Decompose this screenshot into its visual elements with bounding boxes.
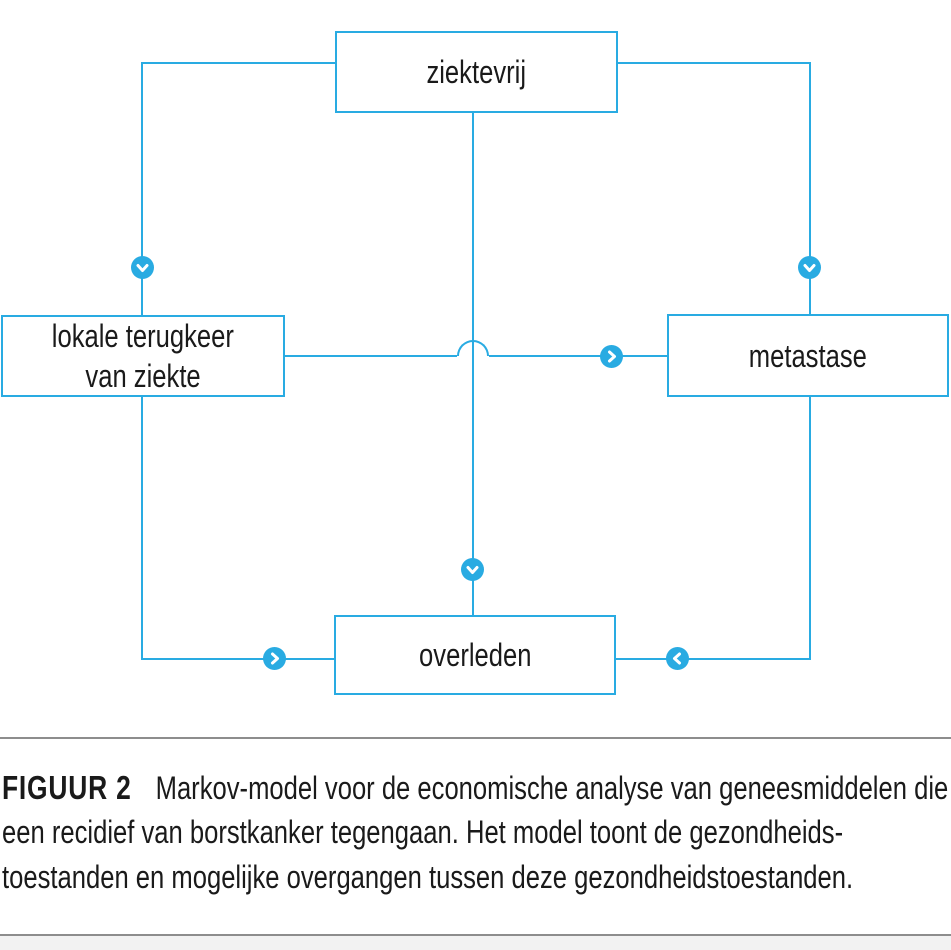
edge-middle-horizontal-left <box>285 355 457 357</box>
node-lokale-terugkeer-van-ziekte <box>1 315 285 397</box>
chevron-down-icon <box>131 256 154 279</box>
figure-number-label: FIGUUR 2 <box>2 769 132 806</box>
node-ziektevrij <box>335 31 618 113</box>
node-overleden <box>334 615 616 695</box>
chevron-down-icon <box>461 558 484 581</box>
figure-caption <box>2 765 951 900</box>
chevron-right-icon <box>263 647 286 670</box>
node-label: overleden <box>418 637 532 673</box>
edge-center-vertical <box>472 113 474 615</box>
node-metastase <box>667 314 949 397</box>
caption-text-3: toestanden en mogelijke overgangen tussen deze gezondheidstoestanden. <box>2 859 854 895</box>
caption-line-2 <box>2 810 951 855</box>
caption-text-1: Markov-model voor de economische analyse van geneesmiddelen die <box>155 770 949 806</box>
edge-middle-horizontal-right <box>489 355 667 357</box>
caption-text-2: een recidief van borstkanker tegengaan. Het model toont de gezondheids- <box>2 814 844 850</box>
edge-right-lower-vertical <box>809 397 811 660</box>
divider-top <box>0 737 951 739</box>
edge-bottom-left-horizontal <box>141 658 334 660</box>
edge-bottom-right-horizontal <box>616 658 811 660</box>
caption-line-3 <box>2 855 951 900</box>
chevron-left-icon <box>666 647 689 670</box>
chevron-right-icon <box>600 345 623 368</box>
edge-top-right-horizontal <box>617 62 811 64</box>
node-label-line2: van ziekte <box>85 358 201 394</box>
caption-line-1 <box>2 765 951 810</box>
edge-top-left-horizontal <box>141 62 336 64</box>
edge-crossing-hop-arc <box>457 340 489 356</box>
node-label: ziektevrij <box>426 54 527 90</box>
below-divider-strip <box>0 936 951 950</box>
node-label-line1: lokale terugkeer <box>51 318 235 354</box>
node-label: metastase <box>748 337 868 374</box>
edge-left-lower-vertical <box>141 397 143 660</box>
chevron-down-icon <box>798 256 821 279</box>
